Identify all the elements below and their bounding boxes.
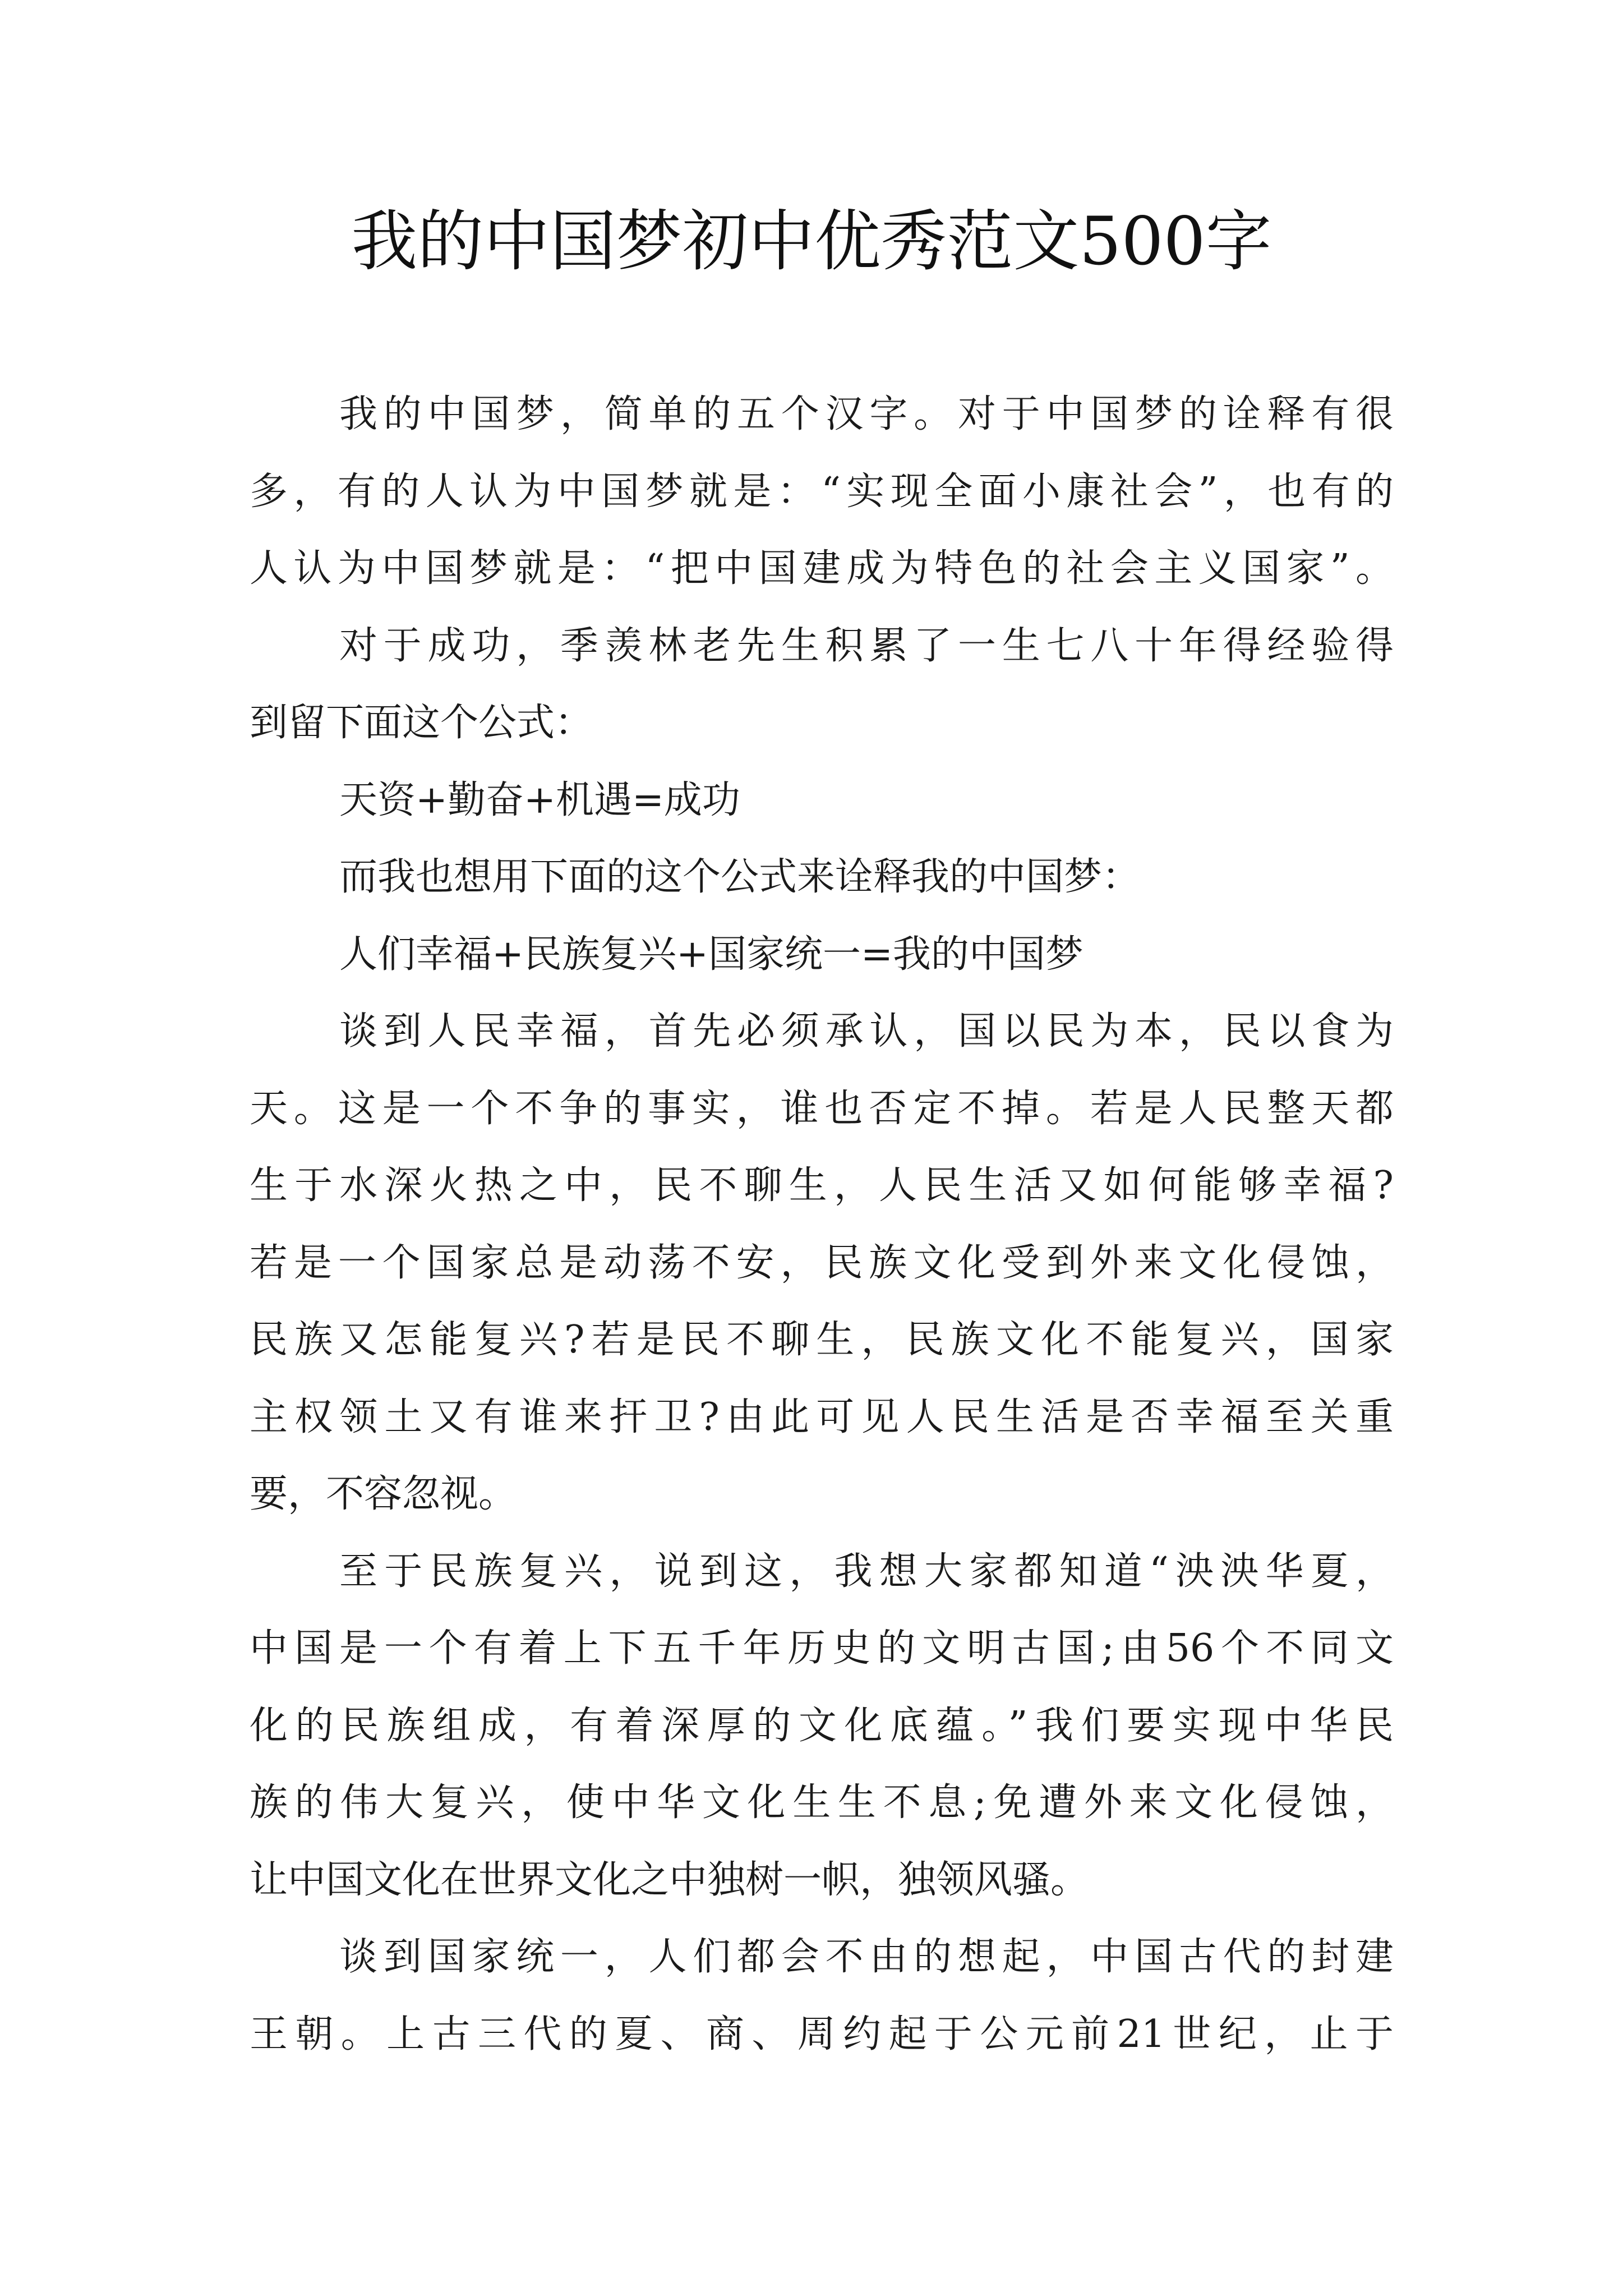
document-title: 我的中国梦初中优秀范文500字 bbox=[351, 203, 1272, 280]
text-line bbox=[250, 1533, 1394, 1611]
text-line-content: 至于民族复兴，说到这，我想大家都知道“泱泱华夏， bbox=[339, 1549, 1394, 1594]
text-line-content: 到留下面这个公式： bbox=[250, 701, 593, 745]
text-line bbox=[250, 376, 1394, 453]
text-line bbox=[250, 1379, 1394, 1456]
text-line-content: 主权领土又有谁来扞卫?由此可见人民生活是否幸福至关重 bbox=[250, 1395, 1394, 1439]
text-line-content: 人们幸福+民族复兴+国家统一=我的中国梦 bbox=[339, 932, 1083, 977]
text-line bbox=[250, 1918, 1394, 1996]
text-line bbox=[250, 839, 1394, 916]
text-line-content: 谈到人民幸福，首先必须承认，国以民为本，民以食为 bbox=[339, 1009, 1394, 1053]
text-line-content: 若是一个国家总是动荡不安，民族文化受到外来文化侵蚀， bbox=[250, 1240, 1394, 1285]
text-line bbox=[250, 1456, 1394, 1533]
text-line-content: 生于水深火热之中，民不聊生，人民生活又如何能够幸福? bbox=[250, 1163, 1394, 1208]
text-line-content: 人认为中国梦就是：“把中国建成为特色的社会主义国家”。 bbox=[250, 546, 1394, 591]
text-line-content: 天。这是一个不争的事实，谁也否定不掉。若是人民整天都 bbox=[250, 1086, 1394, 1131]
text-line bbox=[250, 453, 1394, 531]
text-line bbox=[250, 1147, 1394, 1225]
text-line bbox=[250, 1687, 1394, 1765]
text-line bbox=[250, 1301, 1394, 1379]
text-line-content: 谈到国家统一，人们都会不由的想起，中国古代的封建 bbox=[339, 1935, 1394, 1979]
text-line-content: 对于成功，季羡林老先生积累了一生七八十年得经验得 bbox=[339, 623, 1394, 668]
text-line bbox=[250, 916, 1394, 993]
text-line-content: 化的民族组成，有着深厚的文化底蕴。”我们要实现中华民 bbox=[250, 1703, 1394, 1748]
text-line bbox=[250, 1610, 1394, 1687]
text-line-content: 让中国文化在世界文化之中独树一帜，独领风骚。 bbox=[250, 1857, 1089, 1902]
text-line-content: 王朝。上古三代的夏、商、周约起于公元前21世纪，止于 bbox=[250, 2012, 1394, 2056]
text-line bbox=[250, 1842, 1394, 1919]
text-line-content: 天资+勤奋+机遇=成功 bbox=[339, 777, 740, 822]
text-line bbox=[250, 530, 1394, 608]
text-line bbox=[250, 1225, 1394, 1302]
text-line bbox=[250, 1070, 1394, 1148]
text-line-content: 我的中国梦，简单的五个汉字。对于中国梦的诠释有很 bbox=[339, 392, 1394, 436]
text-line bbox=[250, 1996, 1394, 2073]
text-line bbox=[250, 1764, 1394, 1842]
text-line-content: 要，不容忽视。 bbox=[250, 1472, 517, 1516]
text-line-content: 而我也想用下面的这个公式来诠释我的中国梦： bbox=[339, 855, 1141, 899]
text-line-content: 民族又怎能复兴?若是民不聊生，民族文化不能复兴，国家 bbox=[250, 1318, 1394, 1362]
text-line-content: 族的伟大复兴，使中华文化生生不息;免遭外来文化侵蚀， bbox=[250, 1780, 1394, 1825]
text-line-content: 多，有的人认为中国梦就是：“实现全面小康社会”，也有的 bbox=[250, 469, 1394, 514]
document-body bbox=[250, 376, 1394, 2073]
text-line bbox=[250, 993, 1394, 1070]
text-line bbox=[250, 762, 1394, 839]
text-line bbox=[250, 608, 1394, 685]
text-line-content: 中国是一个有着上下五千年历史的文明古国;由56个不同文 bbox=[250, 1626, 1394, 1671]
text-line bbox=[250, 684, 1394, 762]
